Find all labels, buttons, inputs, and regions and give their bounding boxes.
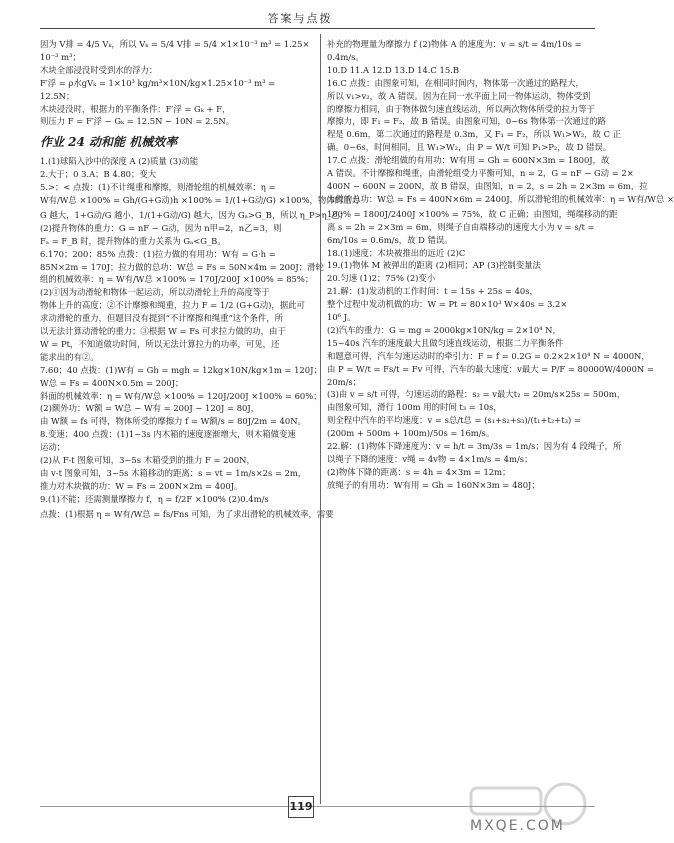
text-line: 5.>；< 点拨：(1)不计绳重和摩擦，则滑轮组的机械效率：η = (40, 182, 276, 193)
text-line: 整个过程中发动机做的功：W = Pt = 80×10³ W×40s = 3.2× (327, 299, 568, 310)
text-line: 2.大于；0 3.A；B 4.80；变大 (40, 169, 157, 180)
answer-block-right (327, 38, 674, 492)
text-line: 放绳子的有用功：W有用 = Gh = 160N×3m = 480J； (327, 479, 540, 490)
text-line: W总 = Fs = 400N×0.5m = 200J； (40, 377, 184, 388)
text-line: 程是 0.6m，第二次通过的路程是 0.3m，又 F₁ = F₂，所以 W₁>W₂，故 C 正 (327, 129, 622, 140)
text-line: 20.匀速 (1)2；75% (2)变小 (327, 273, 436, 284)
text-line: A 错误。不计摩擦和绳重，由滑轮组受力平衡可知，n = 2，G = nF − G动 = 2× (327, 168, 634, 179)
right-column (327, 38, 674, 492)
text-line: 7.60；40 点拨：(1)W有 = Gh = mgh = 12kg×10N/kg×1m = 120J； (40, 364, 322, 375)
text-line: 点拨：(1)根据 η = W有/W总 = fs/Fns 可知，为了求出滑轮的机械效率，需要 (40, 508, 334, 519)
text-line: 85N×2m = 170J；拉力做的总功：W总 = Fs = 50N×4m = 200J；滑轮 (40, 261, 324, 272)
section-title: 作业 24 动和能 机械效率 (40, 135, 178, 150)
text-line: 物体上升的高度；②不计摩擦和绳重，拉力 F = 1/2 (G+G动)，据此可 (40, 300, 305, 311)
text-line: 9.(1)不能；还需测量摩擦力 f，η = f/2F ×100% (2)0.4m/s (40, 493, 269, 504)
text-line: 和题意可得，汽车匀速运动时的牵引力：F = f = 0.2G = 0.2×2×10⁴ N = 4000N， (327, 350, 650, 361)
text-line: 离 s = 2h = 2×3m = 6m，则绳子自由端移动的速度大小为 v = s/t = (327, 221, 595, 232)
text-line: 木块全部浸没时受到水的浮力： (40, 64, 158, 75)
text-line: (2)额外功：W额 = W总 − W有 = 200J − 120J = 80J， (40, 403, 260, 414)
text-line: 21.解：(1)发动机的工作时间：t = 15s + 25s = 40s， (327, 286, 538, 297)
text-line: 斜面的机械效率：η = W有/W总 ×100% = 120J/200J ×100% = 60%； (40, 390, 322, 401)
text-line: 推力对木块做的功：W = Fs = 200N×2m = 400J。 (40, 480, 243, 491)
text-line: F′浮 = ρ水gVₖ = 1×10³ kg/m³×10N/kg×1.25×10⁻³ m³ = (40, 77, 276, 88)
text-line: 8.变速；400 点拨：(1)1~3s 内木箱的速度逐渐增大，则木箱做变速 (40, 429, 296, 440)
text-line: 18.(1)速度；木块被推出的远近 (2)C (327, 247, 466, 258)
text-line: 能求出的有②。 (40, 351, 99, 362)
text-line: 力做的总功：W总 = Fs = 400N×6m = 2400J，所以滑轮组的机械效率：η = W有/W总 × (327, 193, 674, 204)
text-line: 400N − 600N = 200N，故 B 错误，由图知，n = 2，s = 2h = 2×3m = 6m，拉 (327, 180, 648, 191)
text-line: 10⁶ J。 (327, 312, 356, 323)
text-line: 10.D 11.A 12.D 13.D 14.C 15.B (327, 64, 459, 75)
text-line: Fₐ = F_B 时，提升物体的重力关系为 Gₐ<G_B。 (40, 235, 226, 246)
text-line: 组的机械效率：η = W有/W总 ×100% = 170J/200J ×100% = 85%； (40, 274, 314, 285)
text-line: 则压力 F = F′浮 − Gₖ = 12.5N − 10N = 2.5N。 (40, 116, 235, 127)
text-line: 由图象可知，滑行 100m 用的时间 t₃ = 10s， (327, 402, 502, 413)
column-divider (320, 34, 321, 804)
text-line: W有/W总 ×100% = Gh/(G+G动)h ×100% = 1/(1+G动/G) ×100%，物体的重力 (40, 194, 360, 205)
text-line: (2)物体下降的距离：s = 4h = 4×3m = 12m； (327, 466, 511, 477)
text-line: (2)从 F-t 图象可知，3~5s 木箱受到的推力 F = 200N， (40, 455, 255, 466)
text-line: 的摩擦力相同，由于物体做匀速直线运动，所以两次物体所受的拉力等于 (327, 103, 595, 114)
text-line: 6.170；200；85% 点拨：(1)拉力做的有用功：W有 = G·h = (40, 248, 276, 259)
text-line: (200m + 500m + 100m)/50s = 16m/s。 (327, 428, 495, 439)
text-line: W = Pt，不知道做功时间，所以无法计算拉力的功率，可见，还 (40, 338, 280, 349)
text-line: 20m/s； (327, 376, 362, 387)
text-line: 补充的物理量为摩擦力 f (2)物体 A 的速度为：v = s/t = 4m/10s = (327, 39, 582, 49)
text-line: 求动滑轮的重力，但题目没有提到“不计摩擦和绳重”这个条件，所 (40, 313, 284, 324)
text-line: 由 P = W/t = Fs/t = Fv 可得，汽车的最大速度：v最大 = P/F = 80000W/4000N = (327, 363, 654, 374)
text-line: 木块浸没时，根据力的平衡条件：F′浮 = Gₖ + F， (40, 103, 231, 114)
text-line: G 越大，1+G动/G 越小，1/(1+G动/G) 越大，因为 Gₐ>G_B，所以 η_P>η_乙； (40, 209, 348, 220)
text-line: 因为 V排 = 4/5 Vₖ，所以 Vₖ = 5/4 V排 = 5/4 ×1×10⁻³ m³ = 1.25× (40, 39, 310, 49)
text-line: 100% = 1800J/2400J ×100% = 75%，故 C 正确；由图知，绳端移动的距 (327, 208, 618, 219)
text-line: 0.4m/s。 (327, 51, 364, 62)
text-line: 以绳子下降的速度：v绳 = 4v物 = 4×1m/s = 4m/s； (327, 454, 533, 464)
header-rule (40, 28, 595, 29)
text-line: 由 W额 = fs 可得，物体所受的摩擦力 f = W额/s = 80J/2m = 40N。 (40, 416, 306, 427)
text-line: 由 v-t 图象可知，3~5s 木箱移动的距离：s = vt = 1m/s×2s = 2m， (40, 468, 307, 478)
running-header: 答案与点拨 (267, 12, 333, 25)
text-line: 19.(1)物体 M 被弹出的距离 (2)相同；AP (3)控制变量法 (327, 260, 541, 271)
text-line: 确。0~6s，时间相同，且 W₁>W₂，由 P = W/t 可知 P₁>P₂，故 D 错误。 (327, 142, 612, 153)
text-line: 所以 v₁>v₂，故 A 错误。因为在同一水平面上同一物体运动，物体受到 (327, 90, 591, 101)
text-line: (2)①因为动滑轮和物体一起运动，所以动滑轮上升的高度等于 (40, 287, 270, 298)
text-line: 16.C 点拨：由图象可知，在相同时间内，物体第一次通过的路程大， (327, 77, 584, 88)
text-line: 运动； (40, 442, 66, 453)
page-number: 119 (288, 796, 314, 818)
text-line: 22.解：(1)物体下降速度为：v = h/t = 3m/3s = 1m/s；因为有 4 段绳子，所 (327, 441, 622, 452)
text-line: 17.C 点拨：滑轮组做的有用功：W有用 = Gh = 600N×3m = 1800J，故 (327, 155, 610, 166)
text-line: 15~40s 汽车的速度最大且做匀速直线运动，根据二力平衡条件 (327, 337, 564, 348)
text-line: (2)提升物体的重力：G = nF − G动，因为 n甲=2，n乙=3，则 (40, 222, 282, 233)
watermark-text: MXQE.COM (470, 818, 565, 834)
text-line: 以无法计算动滑轮的重力；③根据 W = Fs 可求拉力做的功，由于 (40, 326, 286, 337)
text-line: 则全程中汽车的平均速度：v = s总/t总 = (s₁+s₂+s₃)/(t₁+t₂+t₃) = (327, 415, 581, 426)
text-line: 10⁻³ m³； (40, 51, 81, 62)
text-line: (2)汽车的重力：G = mg = 2000kg×10N/kg = 2×10⁴ N， (327, 324, 561, 335)
text-line: 摩擦力，即 F₁ = F₂，故 B 错误。由图象可知，0~6s 物体第一次通过的路 (327, 116, 606, 127)
answer-block-top (40, 38, 315, 128)
text-line: 1.(1)球陷入沙中的深度 A (2)质量 (3)动能 (40, 156, 199, 167)
text-line: 6m/10s = 0.6m/s，故 D 错误。 (327, 234, 453, 245)
text-line: (3)由 v = s/t 可得，匀速运动的路程：s₂ = v最大t₂ = 20m/s×25s = 500m， (327, 389, 626, 400)
text-line: 12.5N； (40, 90, 75, 101)
